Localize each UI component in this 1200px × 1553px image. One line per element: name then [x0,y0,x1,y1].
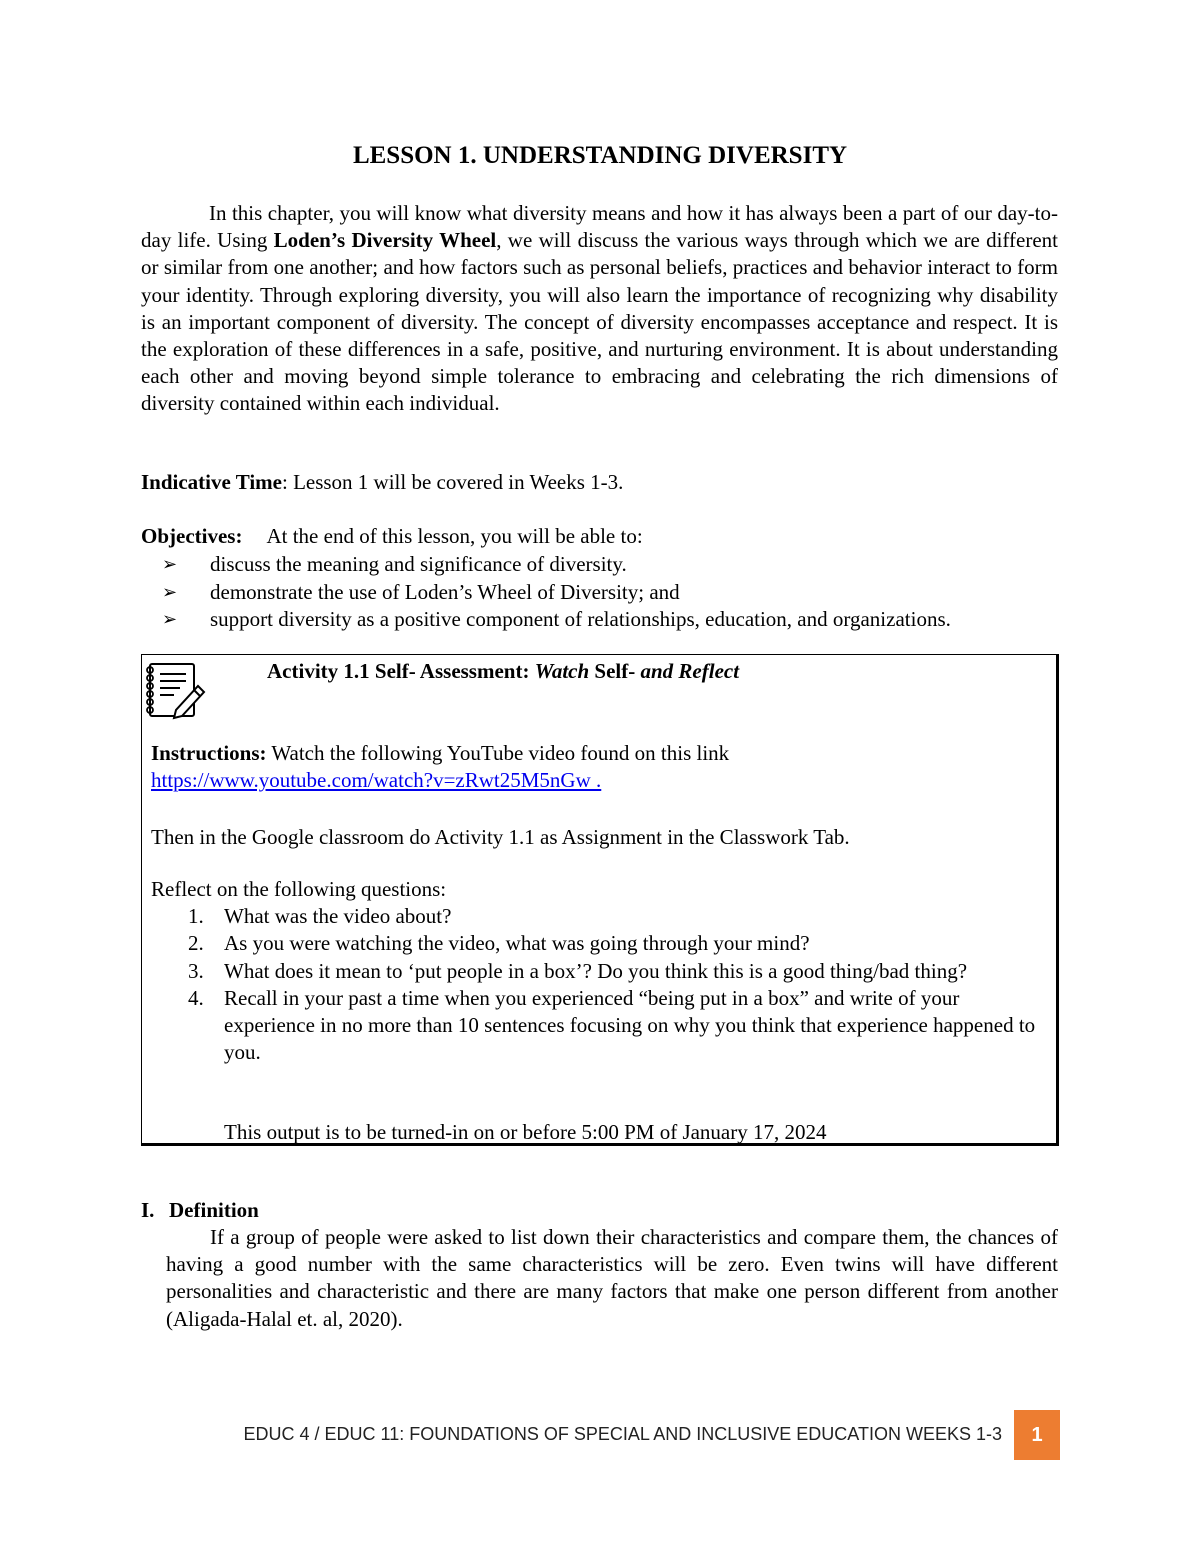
list-item: ➢ demonstrate the use of Loden’s Wheel of Diversity; and [162,579,951,607]
indicative-time [141,470,623,495]
objectives-heading [141,524,643,549]
instructions: Instructions: Watch the following YouTube video found on this link [151,741,730,765]
list-item: 1. What was the video about? [188,904,452,928]
lesson-title: LESSON 1. UNDERSTANDING DIVERSITY [352,142,848,169]
indicative-time-label: Indicative Time [141,470,282,494]
classroom-instruction: Then in the Google classroom do Activity 1.1 as Assignment in the Classwork Tab. [151,825,850,849]
arrow-bullet-icon: ➢ [162,554,178,575]
activity-title: Activity 1.1 Self- Assessment: Watch Self- and Reflect [267,659,740,683]
footer-course-title: EDUC 4 / EDUC 11: FOUNDATIONS OF SPECIAL AND INCLUSIVE EDUCATION WEEKS 1-3 [243,1424,1002,1444]
intro-paragraph [141,200,1058,418]
list-item: ➢ support diversity as a positive component of relationships, education, and organizations. [162,606,951,634]
definition-paragraph: If a group of people were asked to list down their characteristics and compare them, the chances of having a good number with the same characteristics will be zero. Even twins will have different personalities and characteristic and there are many factors that make one person different from another (Aligada-Halal et. al, 2020). [166,1225,1058,1331]
instructions-label: Instructions: [151,741,267,765]
arrow-bullet-icon: ➢ [162,609,178,630]
notebook-pencil-icon [144,660,206,720]
arrow-bullet-icon: ➢ [162,581,178,603]
reflect-lead: Reflect on the following questions: [151,877,447,901]
intro-part1: In this chapter, you will know what diversity means and how it has always been a part of our day-to-day life. Using [141,201,1058,253]
list-item: 2. As you were watching the video, what was going through your mind? [188,931,810,956]
objectives-lead: At the end of this lesson, you will be able to: [266,524,643,548]
page-number-badge: 1 [1014,1410,1060,1460]
list-item: 4. Recall in your past a time when you experienced “being put in a box” and write of your experience in no more than 10 sentences focusing on why you think that experience happened to you. [188,985,1036,1065]
deadline-note: This output is to be turned-in on or before 5:00 PM of January 17, 2024 [224,1120,827,1144]
objectives-list [162,551,951,634]
intro-part2: , we will discuss the various ways through which we are different or similar from one another; and how factors such as personal beliefs, practices and behavior interact to form your identity. Through exploring diversity, you will also learn the importance of recognizing why disability is an important component of diversity. The concept of diversity encompasses acceptance and respect. It is the exploration of these differences in a safe, positive, and nurturing environment. It is about understanding each other and moving beyond simple tolerance to embracing and celebrating the rich dimensions of diversity contained within each individual. [141,228,1058,416]
intro-bold: Loden’s Diversity Wheel [273,228,497,253]
questions-list [188,903,1058,1067]
list-item: ➢ discuss the meaning and significance of diversity. [162,551,951,579]
indicative-time-text: : Lesson 1 will be covered in Weeks 1-3. [281,470,624,494]
objectives-label: Objectives: [141,524,243,548]
list-item: 3. What does it mean to ‘put people in a box’? Do you think this is a good thing/bad thing? [188,958,968,983]
definition-heading: I. Definition [141,1198,259,1222]
youtube-link[interactable]: https://www.youtube.com/watch?v=zRwt25M5nGw . [151,768,602,792]
